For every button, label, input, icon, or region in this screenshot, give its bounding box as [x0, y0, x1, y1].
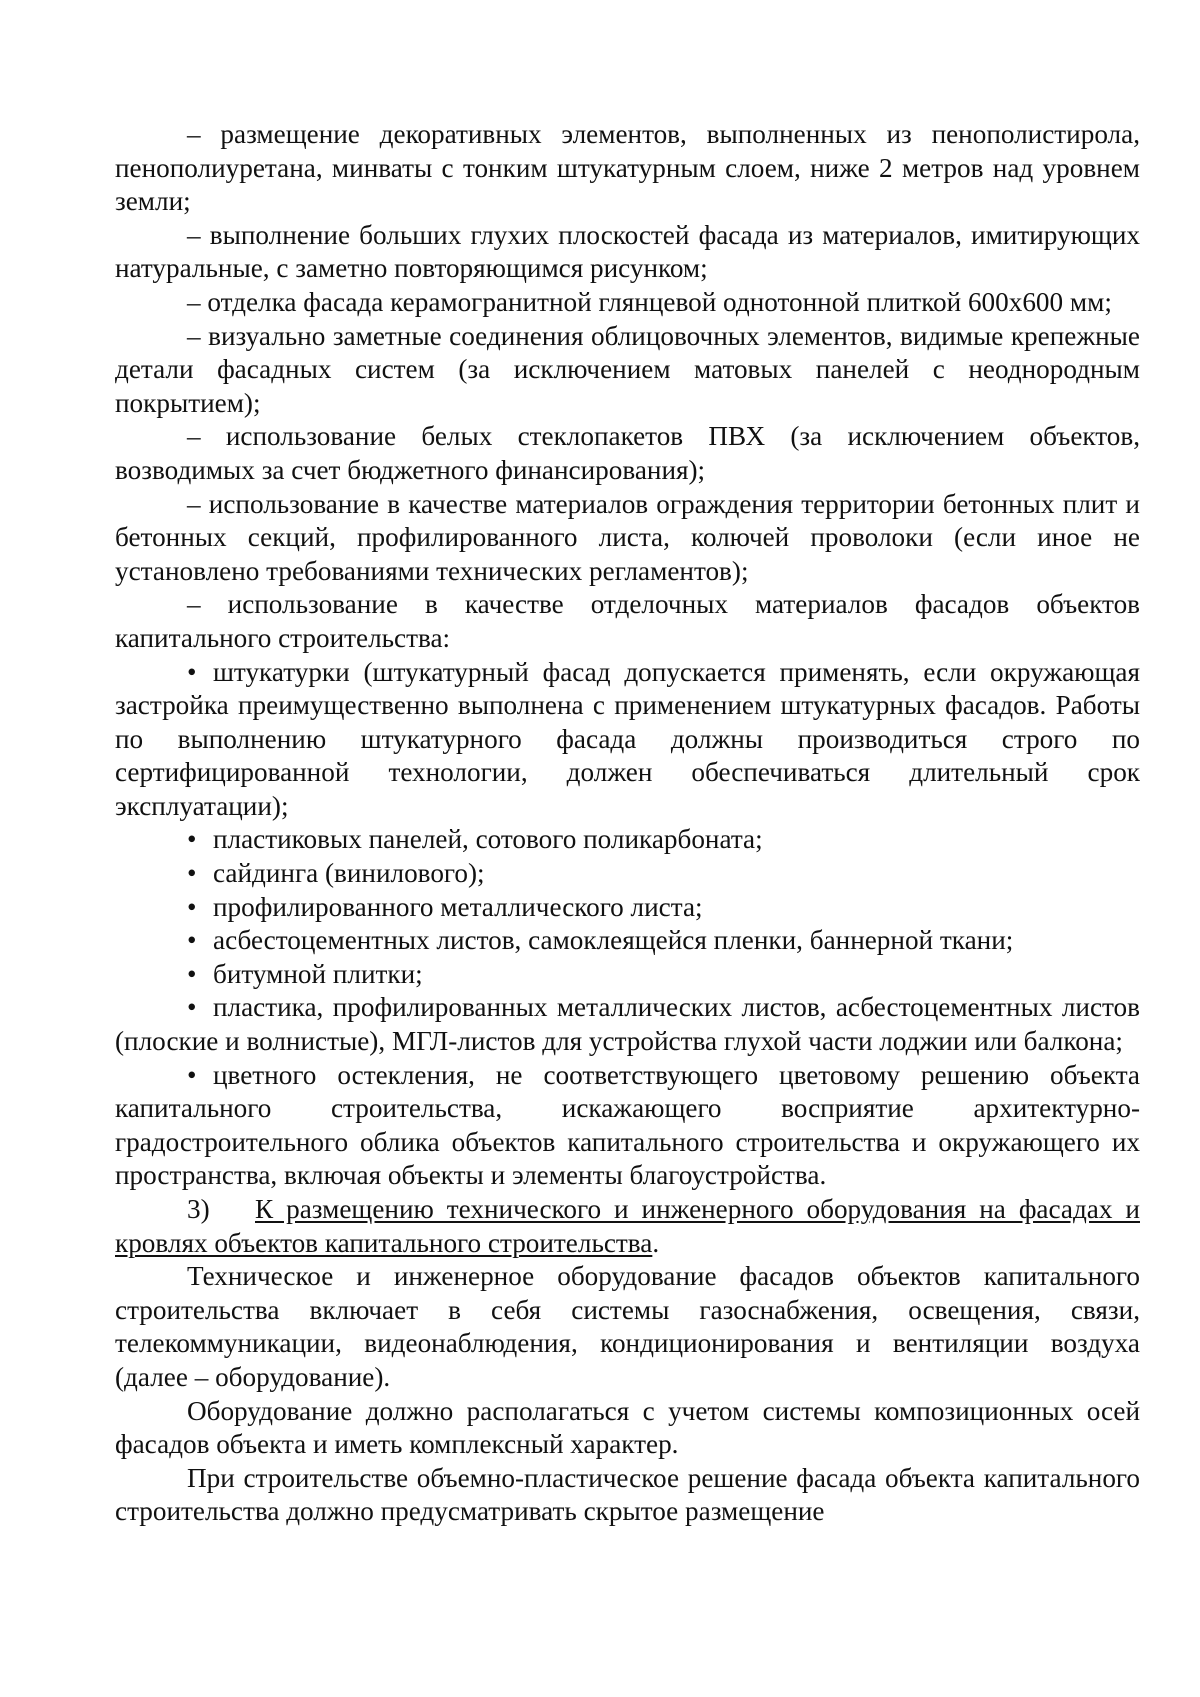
paragraph: – использование в качестве отделочных материалов фасадов объектов капитального строительства: [115, 589, 1140, 653]
section-title: К размещению технического и инженерного оборудования на фасадах и кровлях объектов капитального строительства [115, 1194, 1140, 1258]
bullet-list [115, 656, 1140, 1194]
document-page [115, 118, 1140, 1529]
paragraph: Оборудование должно располагаться с учетом системы композиционных осей фасадов объекта и иметь комплексный характер. [115, 1395, 1140, 1460]
bullet-icon: • [187, 925, 197, 956]
section-number: 3) [187, 1194, 210, 1224]
list-item-text: цветного остекления, не соответствующего цветовому решению объекта капитального строительства, искажающего восприятие архитектурно-градостроительного облика объектов капитального строительства и окружающего их пространства, включая объекты и элементы благоустройства. [115, 1059, 1140, 1191]
paragraph: – визуально заметные соединения облицовочных элементов, видимые крепежные детали фасадных систем (за исключением матовых панелей с неоднородным покрытием); [115, 320, 1140, 418]
section-title-end: . [652, 1227, 660, 1258]
list-item [115, 924, 1140, 958]
paragraph: – размещение декоративных элементов, выполненных из пенополистирола, пенополиуретана, минваты с тонким штукатурным слоем, ниже 2 метров над уровнем земли; [115, 119, 1140, 217]
list-item-text: пластиковых панелей, сотового поликарбоната; [213, 824, 763, 855]
list-item-text: сайдинга (винилового); [213, 858, 485, 889]
list-item [115, 891, 1140, 925]
paragraph: – выполнение больших глухих плоскостей фасада из материалов, имитирующих натуральные, с заметно повторяющимся рисунком; [115, 219, 1140, 284]
bullet-icon: • [187, 824, 197, 855]
list-item [115, 823, 1140, 857]
list-item-text: профилированного металлического листа; [213, 891, 703, 922]
section-heading [115, 1193, 1140, 1260]
list-item-text: пластика, профилированных металлических листов, асбестоцементных листов (плоские и волнистые), МГЛ-листов для устройства глухой части лоджии или балкона; [115, 992, 1140, 1057]
bullet-icon: • [187, 1059, 197, 1090]
list-item [115, 991, 1140, 1058]
bullet-icon: • [187, 656, 197, 687]
list-item [115, 656, 1140, 824]
list-item [115, 958, 1140, 992]
paragraph: Техническое и инженерное оборудование фасадов объектов капитального строительства включает в себя системы газоснабжения, освещения, связи, телекоммуникации, видеонаблюдения, кондиционирования и вентиляции воздуха (далее – оборудование). [115, 1261, 1140, 1392]
list-item [115, 1059, 1140, 1193]
paragraph: – использование в качестве материалов ограждения территории бетонных плит и бетонных секций, профилированного листа, колючей проволоки (если иное не установлено требованиями технических регламентов); [115, 488, 1140, 586]
list-item-text: битумной плитки; [213, 958, 423, 989]
bullet-icon: • [187, 992, 197, 1023]
bullet-icon: • [187, 891, 197, 922]
paragraph: При строительстве объемно-пластическое решение фасада объекта капитального строительства должно предусматривать скрытое размещение [115, 1462, 1140, 1527]
list-item [115, 857, 1140, 891]
bullet-icon: • [187, 858, 197, 889]
bullet-icon: • [187, 958, 197, 989]
list-item-text: асбестоцементных листов, самоклеящейся пленки, баннерной ткани; [213, 925, 1014, 956]
list-item-text: штукатурки (штукатурный фасад допускается применять, если окружающая застройка преимущественно выполнена с применением штукатурных фасадов. Работы по выполнению штукатурного фасада должны производиться строго по сертифицированной технологии, должен обеспечиваться длительный срок эксплуатации); [115, 656, 1140, 821]
paragraph: – использование белых стеклопакетов ПВХ (за исключением объектов, возводимых за счет бюджетного финансирования); [115, 421, 1140, 485]
paragraph: – отделка фасада керамогранитной глянцевой однотонной плиткой 600х600 мм; [187, 286, 1112, 317]
